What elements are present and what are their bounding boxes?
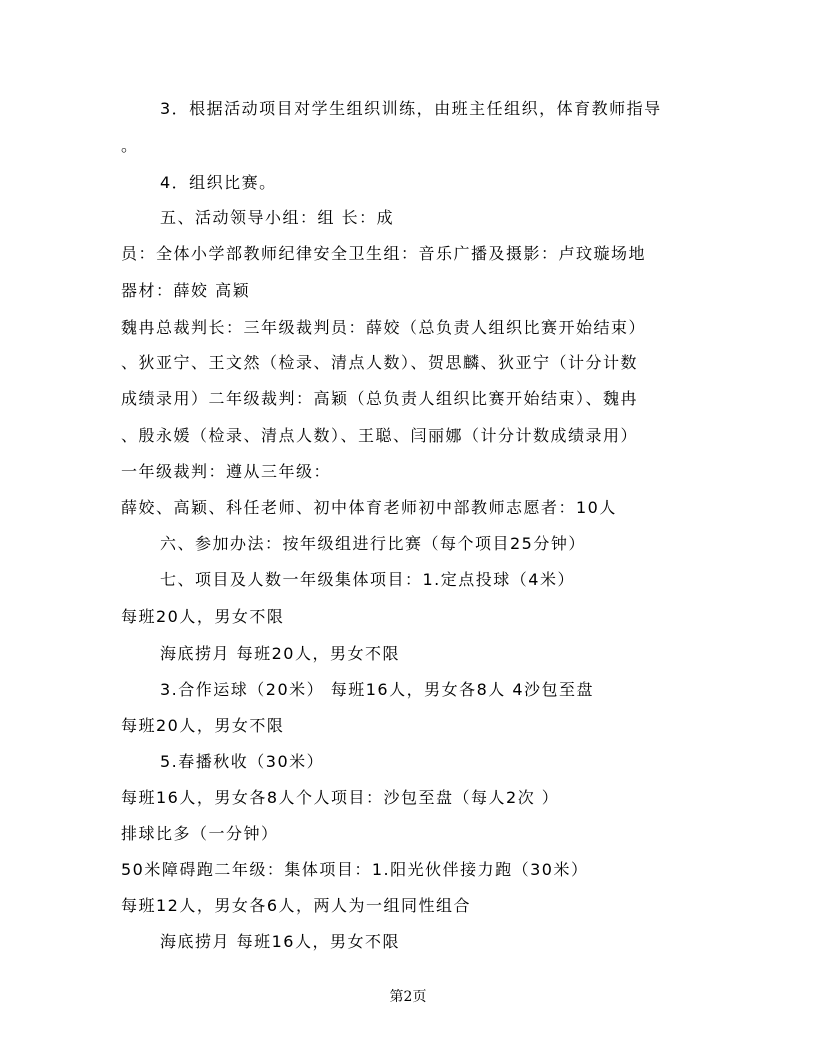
text-line: 一年级裁判：遵从三年级： [121,462,332,481]
text-line: 器材：薛姣 高颖 [121,281,251,300]
text-line: 海底捞月 每班16人，男女不限 [160,932,400,951]
text-line: 每班12人，男女各6人，两人为一组同性组合 [121,896,472,915]
text-line: 4．组织比赛。 [160,173,277,192]
text-line: 成绩录用）二年级裁判：高颖（总负责人组织比赛开始结束）、魏冉 [121,389,639,408]
text-line: 、狄亚宁、王文然（检录、清点人数）、贺思麟、狄亚宁（计分计数 [121,353,639,372]
text-line: 每班20人，男女不限 [121,716,285,735]
text-line: 魏冉总裁判长：三年级裁判员：薛姣（总负责人组织比赛开始结束） [121,318,647,337]
section-heading: 六、参加办法：按年级组进行比赛（每个项目25分钟） [160,534,586,553]
text-line: 海底捞月 每班20人，男女不限 [160,644,400,663]
section-heading: 五、活动领导小组：组 长：成 [160,208,395,227]
text-line: 50米障碍跑二年级：集体项目：1.阳光伙伴接力跑（30米） [121,860,589,879]
text-line: 、殷永媛（检录、清点人数）、王聪、闫丽娜（计分计数成绩录用） [121,426,639,445]
section-heading: 七、项目及人数一年级集体项目：1.定点投球（4米） [160,570,575,589]
text-line: 。 [121,136,139,155]
text-line: 薛姣、高颖、科任老师、初中体育老师初中部教师志愿者：10人 [121,498,617,517]
text-line: 3.合作运球（20米） 每班16人，男女各8人 4沙包至盘 [160,680,595,699]
text-line: 每班20人，男女不限 [121,607,285,626]
text-line: 5.春播秋收（30米） [160,752,325,771]
page-number: 第2页 [389,989,427,1005]
text-line: 每班16人，男女各8人个人项目：沙包至盘（每人2次 ） [121,788,560,807]
text-line: 员：全体小学部教师纪律安全卫生组：音乐广播及摄影：卢玟璇场地 [121,244,647,263]
text-line: 3．根据活动项目对学生组织训练，由班主任组织，体育教师指导 [160,99,662,118]
text-line: 排球比多（一分钟） [121,824,279,843]
